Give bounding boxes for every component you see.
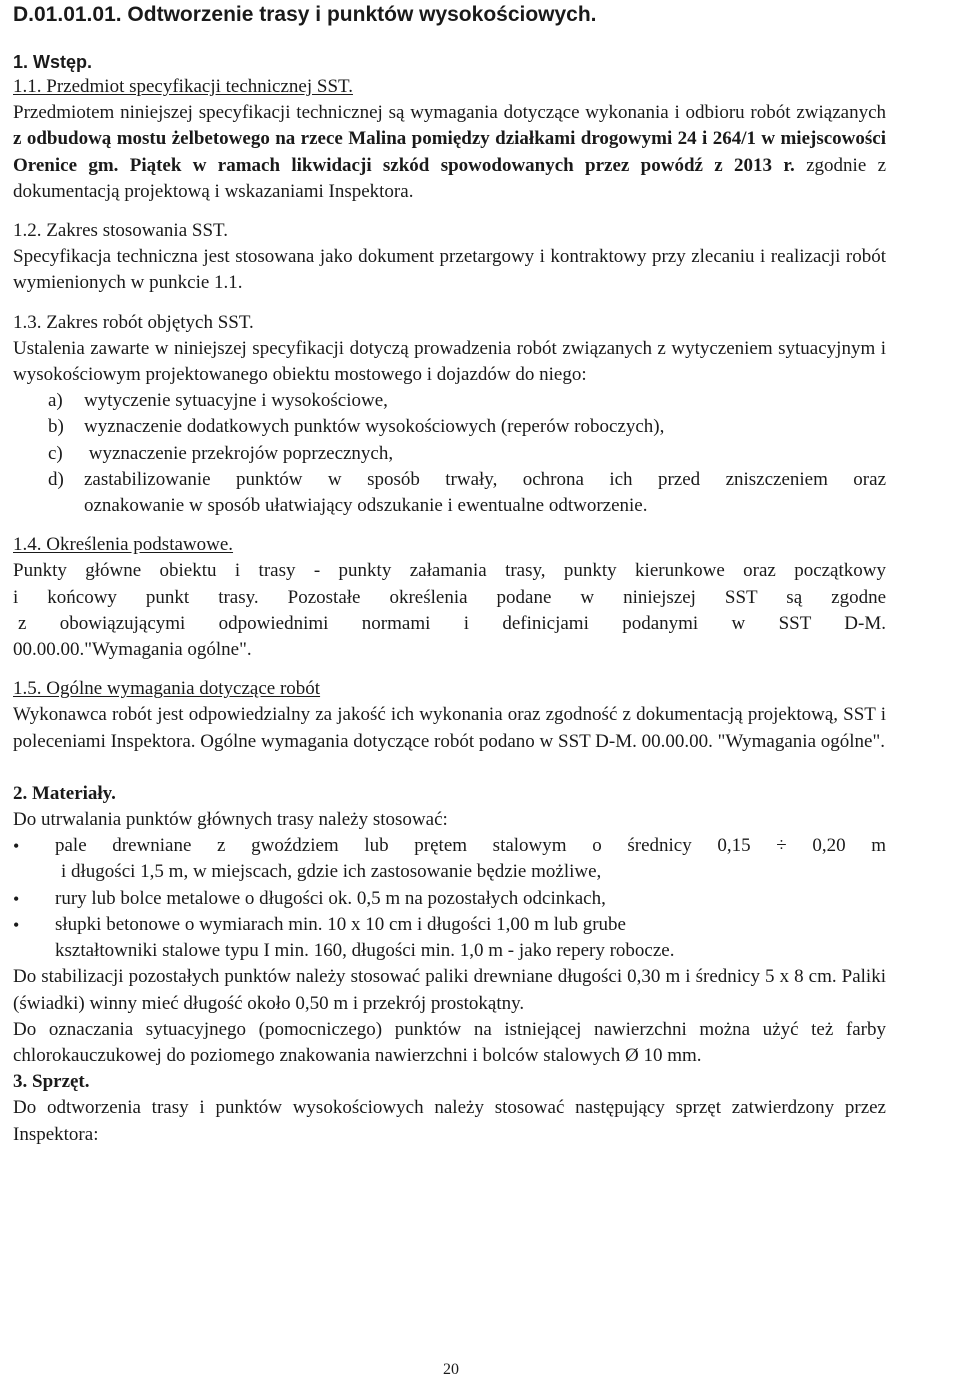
section-1-1-text: [13, 100, 886, 205]
section-1-1-intro: Przedmiotem niniejszej specyfikacji technicznej są wymagania dotyczące wykonania i odbioru robót związanych: [13, 102, 886, 124]
section-1-5-text: Wykonawca robót jest odpowiedzialny za jakość ich wykonania oraz zgodność z dokumentacją projektową, SST i poleceniami Inspektora. Ogólne wymagania dotyczące robót podano w SST D-M. 00.00.00. "Wymagania ogólne".: [13, 704, 886, 752]
list-item-marker: c): [48, 442, 63, 464]
section-1-2: [13, 218, 886, 297]
section-1-1-bold-scope: z odbudową mostu żelbetowego na rzece Malina pomiędzy działkami drogowymi 24 i 264/1 w miejscowości Orenice gm. Piątek w ramach likwidacji szkód spowodowanych przez powódź z 2013 r.: [13, 128, 886, 176]
list-item-text: wyznaczenie dodatkowych punktów wysokościowych (reperów roboczych),: [84, 416, 665, 438]
section-1-4-line-4: 00.00.00."Wymagania ogólne".: [13, 639, 252, 661]
section-1-4-line-2: i końcowy punkt trasy. Pozostałe określenia podane w niniejszej SST są zgodne: [13, 586, 886, 608]
list-item: [13, 833, 886, 885]
section-1-4-line-3: z obowiązującymi odpowiednimi normami i definicjami podanymi w SST D-M.: [18, 612, 886, 634]
list-item-text: rury lub bolce metalowe o długości ok. 0,5 m na pozostałych odcinkach,: [55, 887, 606, 909]
list-item: [13, 912, 886, 964]
section-1-5: [13, 676, 886, 755]
section-2-intro: Do utrwalania punktów głównych trasy należy stosować:: [13, 809, 448, 831]
bullet-icon: •: [13, 888, 20, 909]
section-1-3-list: [13, 388, 886, 519]
list-item-marker: a): [48, 390, 63, 412]
list-item: [13, 388, 886, 414]
section-1-3-text: Ustalenia zawarte w niniejszej specyfikacji dotyczą prowadzenia robót związanych z wytyczeniem sytuacyjnym i wysokościowym projektowanego obiektu mostowego i dojazdów do niego:: [13, 337, 886, 386]
section-1-1-heading: 1.1. Przedmiot specyfikacji technicznej SST.: [13, 76, 353, 97]
list-item-text: słupki betonowe o wymiarach min. 10 x 10 cm i długości 1,00 m lub grube: [55, 913, 626, 935]
list-item-text: kształtowniki stalowe typu I min. 160, długości min. 1,0 m - jako repery robocze.: [55, 940, 675, 962]
list-item: [13, 467, 886, 493]
list-item-text: pale drewniane z gwoździem lub prętem stalowym o średnicy 0,15 ÷ 0,20 m: [55, 835, 886, 857]
list-item-text: i długości 1,5 m, w miejscach, gdzie ich zastosowanie będzie możliwe,: [61, 861, 602, 883]
list-item-text: zastabilizowanie punktów w sposób trwały, ochrona ich przed zniszczeniem oraz: [84, 468, 886, 490]
list-item-text: wytyczenie sytuacyjne i wysokościowe,: [84, 390, 388, 412]
section-2-heading: 2. Materiały.: [13, 782, 116, 804]
section-1-5-heading: 1.5. Ogólne wymagania dotyczące robót: [13, 678, 321, 700]
list-item-text: wyznaczenie przekrojów poprzecznych,: [84, 442, 394, 464]
materials-list: [13, 833, 886, 964]
section-1-2-text: Specyfikacja techniczna jest stosowana jako dokument przetargowy i kontraktowy przy zlecaniu i realizacji robót wymienionych w punkcie 1.1.: [13, 246, 886, 294]
section-1-4-heading: 1.4. Określenia podstawowe.: [13, 534, 234, 556]
section-3: [13, 1069, 886, 1148]
section-1-heading: 1. Wstęp.: [13, 52, 93, 72]
list-item: [13, 441, 886, 467]
document-page: [13, 0, 886, 1148]
section-2-paragraph-2: Do oznaczania sytuacyjnego (pomocniczego) punktów na istniejącej nawierzchni można użyć też farby chlorokauczukowej do poziomego znakowania nawierzchni i bolców stalowych Ø 10 mm.: [13, 1018, 886, 1066]
page-number: 20: [443, 1361, 459, 1378]
section-3-text: Do odtworzenia trasy i punktów wysokościowych należy stosować następujący sprzęt zatwierdzony przez Inspektora:: [13, 1097, 886, 1145]
list-item-continuation: [13, 493, 886, 519]
section-1-2-heading: 1.2. Zakres stosowania SST.: [13, 220, 228, 242]
list-item-text: oznakowanie w sposób ułatwiający odszukanie i ewentualne odtworzenie.: [84, 495, 648, 517]
section-1-3-heading: 1.3. Zakres robót objętych SST.: [13, 311, 254, 333]
bullet-icon: •: [13, 914, 20, 935]
section-1-4-line-1: Punkty główne obiektu i trasy - punkty załamania trasy, punkty kierunkowe oraz początkowy: [13, 560, 886, 582]
section-1-1-end: zgodnie z dokumentacją projektową i wskazaniami Inspektora.: [13, 154, 887, 202]
list-item-marker: b): [48, 416, 64, 438]
list-item: [13, 886, 886, 912]
list-item-marker: d): [48, 468, 64, 490]
section-1-3: [13, 310, 886, 520]
section-2: [13, 781, 886, 1069]
list-item: [13, 414, 886, 440]
document-title: D.01.01.01. Odtworzenie trasy i punktów wysokościowych.: [13, 3, 597, 26]
bullet-icon: •: [13, 836, 20, 857]
section-1-1: [13, 74, 886, 205]
section-3-heading: 3. Sprzęt.: [13, 1071, 90, 1093]
section-2-paragraph-1: Do stabilizacji pozostałych punktów należy stosować paliki drewniane długości 0,30 m i średnicy 5 x 8 cm. Paliki (świadki) winny mieć długość około 0,50 m i przekrój prostokątny.: [13, 966, 886, 1014]
section-1-4: [13, 532, 886, 663]
